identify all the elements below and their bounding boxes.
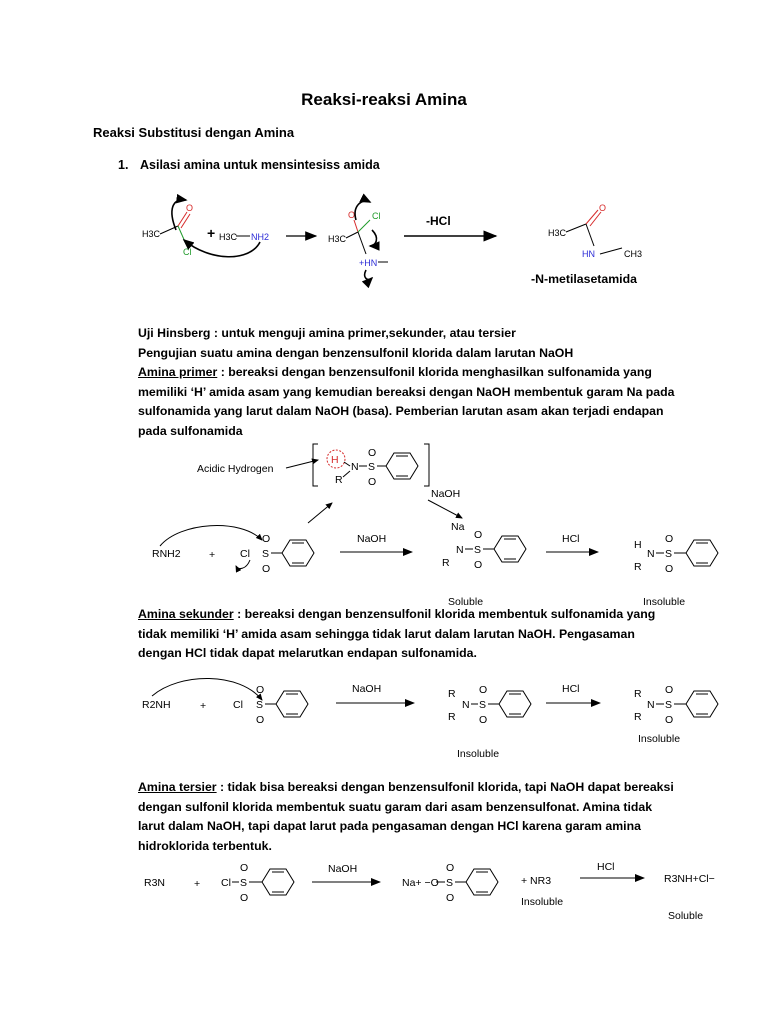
methylamine-nh2: NH2 bbox=[251, 232, 270, 242]
naoh-top: NaOH bbox=[431, 488, 461, 500]
product-o-top: O bbox=[665, 533, 674, 545]
soluble-label-3: Soluble bbox=[668, 910, 704, 922]
product-name: -N-metilasetamida bbox=[531, 272, 637, 286]
intermediate-ch3: H3C bbox=[328, 234, 347, 244]
primer-line-4: pada sulfonamida bbox=[138, 423, 243, 438]
tersier-label: Amina tersier bbox=[138, 780, 217, 794]
prod-s: S bbox=[665, 699, 673, 711]
bracket-s: S bbox=[368, 461, 376, 473]
product-ch3-n: CH3 bbox=[624, 249, 643, 259]
sodium-ion: Na bbox=[451, 521, 465, 533]
product-ch3: H3C bbox=[548, 228, 567, 238]
bracket-o-top: O bbox=[368, 447, 377, 459]
salt-o-top: O bbox=[474, 529, 483, 541]
salt-o-bottom: O bbox=[474, 559, 483, 571]
insoluble-label-3: Insoluble bbox=[521, 896, 564, 908]
salt-s: S bbox=[474, 544, 482, 556]
mid-n: N bbox=[462, 699, 470, 711]
salt-n: N bbox=[456, 544, 464, 556]
hcl-arrow-label: HCl bbox=[562, 533, 580, 545]
mid-r1: R bbox=[448, 688, 456, 700]
intermediate-nh: +HN bbox=[359, 258, 378, 268]
sulfonyl-cl: Cl bbox=[240, 548, 250, 560]
sulfonyl-o-top: O bbox=[262, 533, 271, 545]
product-n: N bbox=[647, 548, 655, 560]
naoh-arrow-label: NaOH bbox=[357, 533, 387, 545]
plus-nr3: + NR3 bbox=[521, 875, 552, 887]
intermediate-oxygen: O bbox=[348, 210, 356, 220]
mid-o-top: O bbox=[479, 684, 488, 696]
tersier-line-2: dengan sulfonil klorida membentuk suatu garam dari asam benzensulfonat. Amina tidak bbox=[138, 799, 653, 814]
sekunder-line-3: dengan HCl tidak dapat melarutkan endapan sulfonamida. bbox=[138, 646, 477, 660]
list-item-text: Asilasi amina untuk mensintesiss amida bbox=[140, 158, 380, 172]
bracket-r: R bbox=[335, 474, 343, 486]
mid-r2: R bbox=[448, 711, 456, 723]
sulfonyl-s: S bbox=[262, 548, 270, 560]
arrow-label-hcl: -HCl bbox=[426, 214, 451, 228]
list-number: 1. bbox=[118, 158, 129, 172]
mid-s: S bbox=[479, 699, 487, 711]
scheme-amina-primer bbox=[152, 444, 718, 608]
prod-o-top: O bbox=[665, 684, 674, 696]
rnh2: RNH2 bbox=[152, 548, 181, 560]
sulfonate-o-top: O bbox=[446, 862, 455, 874]
prod-o-bottom: O bbox=[665, 714, 674, 726]
acetyl-chloride-ch3: H3C bbox=[142, 229, 161, 239]
bracket-o-bottom: O bbox=[368, 476, 377, 488]
plus-sign-sekunder: + bbox=[200, 700, 207, 712]
naoh-arrow-label-3: NaOH bbox=[328, 863, 358, 875]
product-oxygen: O bbox=[599, 203, 607, 213]
carbonyl-oxygen: O bbox=[186, 203, 194, 213]
product-o-bottom: O bbox=[665, 563, 674, 575]
reaction-1-acylation bbox=[142, 200, 642, 286]
plus-sign-primer: + bbox=[209, 549, 216, 561]
acidic-h: H bbox=[331, 454, 339, 466]
sekunder-line-2: tidak memiliki ‘H’ amida asam sehingga tidak larut dalam larutan NaOH. Pengasaman bbox=[138, 626, 635, 641]
sodium-oxide: Na+ −O bbox=[402, 877, 439, 889]
insoluble-label-2: Insoluble bbox=[638, 733, 681, 745]
primer-line-3: sulfonamida yang larut dalam NaOH (basa). Pemberian larutan asam akan terjadi endapan bbox=[138, 404, 664, 418]
prod-r2: R bbox=[634, 711, 642, 723]
acetyl-chloride-cl: Cl bbox=[183, 247, 192, 257]
soluble-label: Soluble bbox=[448, 596, 484, 608]
r3n: R3N bbox=[144, 877, 166, 889]
sulfonyl-o-bottom-2: O bbox=[256, 714, 265, 726]
tersier-line-4: hidroklorida terbentuk. bbox=[138, 838, 272, 853]
prod-r1: R bbox=[634, 688, 642, 700]
sekunder-text-1: : bereaksi dengan benzensulfonil klorida membentuk sulfonamida yang bbox=[233, 607, 656, 621]
page-title: Reaksi-reaksi Amina bbox=[301, 90, 467, 109]
sulfonyl-o-top-2: O bbox=[256, 684, 265, 696]
sulfonyl-o-bottom: O bbox=[262, 563, 271, 575]
hcl-arrow-label-3: HCl bbox=[597, 861, 615, 873]
prod-n: N bbox=[647, 699, 655, 711]
sulfonyl-s-2: S bbox=[256, 699, 264, 711]
sulfonate-s: S bbox=[446, 877, 454, 889]
product-r: R bbox=[634, 561, 642, 573]
sulfonyl-s-3: S bbox=[240, 877, 248, 889]
mid-o-bottom: O bbox=[479, 714, 488, 726]
bracket-n: N bbox=[351, 461, 359, 473]
primer-text-1: : bereaksi dengan benzensulfonil klorida menghasilkan sulfonamida yang bbox=[217, 365, 652, 379]
sulfonyl-o-top-3: O bbox=[240, 862, 249, 874]
sulfonyl-cl-3: Cl bbox=[221, 877, 231, 889]
insoluble-label-1: Insoluble bbox=[457, 748, 500, 760]
methylamine-ch3: H3C bbox=[219, 232, 238, 242]
salt-r: R bbox=[442, 557, 450, 569]
primer-label: Amina primer bbox=[138, 365, 218, 379]
product-h: H bbox=[634, 539, 642, 551]
insoluble-label: Insoluble bbox=[643, 596, 686, 608]
product-s: S bbox=[665, 548, 673, 560]
naoh-arrow-label-2: NaOH bbox=[352, 683, 382, 695]
scheme-amina-sekunder bbox=[142, 678, 718, 760]
sulfonyl-cl-2: Cl bbox=[233, 699, 243, 711]
tersier-text-1: : tidak bisa bereaksi dengan benzensulfonil klorida, tapi NaOH dapat bereaksi bbox=[216, 780, 674, 794]
sulfonyl-o-bottom-3: O bbox=[240, 892, 249, 904]
hinsberg-line-2: Pengujian suatu amina dengan benzensulfonil klorida dalam larutan NaOH bbox=[138, 345, 574, 360]
sekunder-label: Amina sekunder bbox=[138, 607, 234, 621]
hinsberg-line-1: Uji Hinsberg : untuk menguji amina primer,sekunder, atau tersier bbox=[138, 326, 516, 340]
product-nh: HN bbox=[582, 249, 595, 259]
sulfonate-o-bottom: O bbox=[446, 892, 455, 904]
tersier-line-3: larut dalam NaOH, tapi dapat larut pada pengasaman dengan HCl karena garam amina bbox=[138, 819, 641, 833]
r2nh: R2NH bbox=[142, 699, 171, 711]
scheme-amina-tersier bbox=[144, 861, 715, 922]
plus-sign-tersier: + bbox=[194, 878, 201, 890]
acidic-hydrogen-label: Acidic Hydrogen bbox=[197, 463, 274, 475]
section-heading: Reaksi Substitusi dengan Amina bbox=[93, 125, 295, 140]
ammonium-salt: R3NH+Cl− bbox=[664, 873, 715, 885]
intermediate-cl: Cl bbox=[372, 211, 381, 221]
hcl-arrow-label-2: HCl bbox=[562, 683, 580, 695]
plus-sign: + bbox=[207, 225, 216, 241]
primer-line-2: memiliki ‘H’ amida asam yang kemudian bereaksi dengan NaOH membentuk garam Na pada bbox=[138, 384, 675, 399]
